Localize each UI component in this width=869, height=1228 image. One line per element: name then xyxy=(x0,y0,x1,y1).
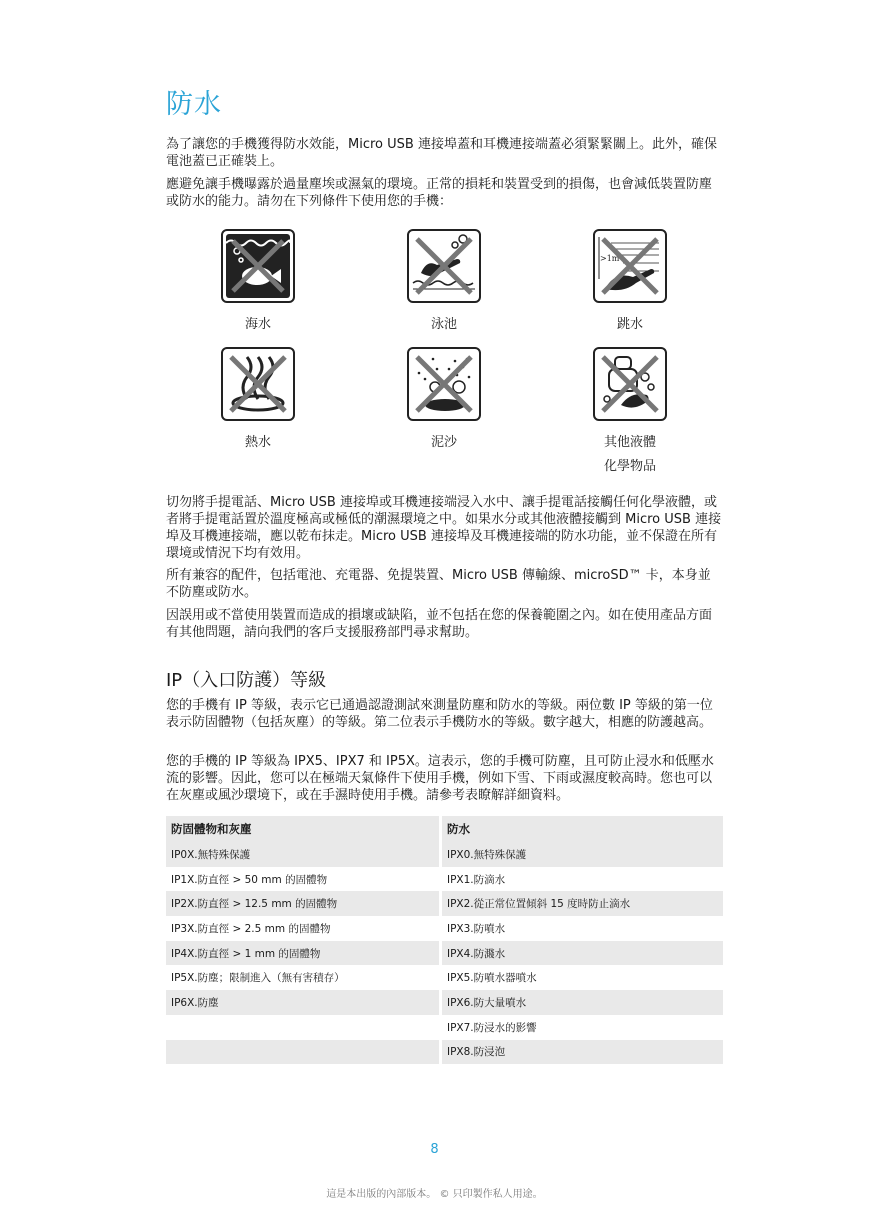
table-cell: IP5X.防塵；限制進入（無有害積存） xyxy=(166,965,441,990)
icon-label-sand: 泥沙 xyxy=(430,435,457,450)
table-cell: IP1X.防直徑 > 50 mm 的固體物 xyxy=(166,867,441,892)
table-cell: IP2X.防直徑 > 12.5 mm 的固體物 xyxy=(166,891,441,916)
table-row xyxy=(166,941,723,966)
icon-label-pool: 泳池 xyxy=(430,317,457,332)
sand-mud-icon xyxy=(407,347,481,421)
table-cell: IP4X.防直徑 > 1 mm 的固體物 xyxy=(166,941,441,966)
depth-marker: >1m xyxy=(600,254,620,263)
table-row xyxy=(166,867,723,892)
table-header-solids: 防固體物和灰塵 xyxy=(166,816,441,842)
table-cell: IPX8.防浸泡 xyxy=(447,1046,506,1059)
icon-label-diving: 跳水 xyxy=(616,317,643,332)
icon-label-other-liquids: 其他液體 xyxy=(603,435,656,450)
intro-paragraph-2: 應避免讓手機曝露於過量塵埃或濕氣的環境。正常的損耗和裝置受到的損傷，也會減低裝置防塵或防水的能力。請勿在下列條件下使用您的手機： xyxy=(166,177,713,209)
hot-water-icon xyxy=(221,347,295,421)
body-paragraph-1: 切勿將手提電話、Micro USB 連接埠或耳機連接端浸入水中、讓手提電話接觸任何化學液體，或者將手提電話置於溫度極高或極低的潮濕環境之中。如果水分或其他液體接觸到 Micro USB 連接埠及耳機連接端，應以乾布抹走。Micro USB 連接埠及耳機連接端的防水功能，並不保證在所有環境或情況下均有效用。 xyxy=(166,495,722,561)
table-cell: IP6X.防塵 xyxy=(166,990,441,1015)
ip-rating-table xyxy=(166,816,723,1064)
table-cell: IPX5.防噴水器噴水 xyxy=(447,972,537,985)
table-cell: IPX6.防大量噴水 xyxy=(447,996,527,1009)
page-title: 防水 xyxy=(166,89,222,120)
table-row xyxy=(166,965,723,990)
page-footer: 這是本出版的內部版本。 © 只印製作私人用途。 xyxy=(326,1189,543,1200)
table-cell: IPX3.防噴水 xyxy=(447,922,506,935)
page-number: 8 xyxy=(430,1142,439,1157)
icon-label-seawater: 海水 xyxy=(244,317,271,332)
table-cell: IPX0.無特殊保護 xyxy=(447,848,527,861)
icon-label-chemicals: 化學物品 xyxy=(603,459,656,474)
table-row xyxy=(166,842,723,867)
table-cell: IPX7.防浸水的影響 xyxy=(447,1021,537,1034)
table-cell xyxy=(166,1040,441,1065)
icon-label-hot-water: 熱水 xyxy=(244,435,271,450)
ip-paragraph-2: 您的手機的 IP 等級為 IPX5、IPX7 和 IP5X。這表示，您的手機可防塵，且可防止浸水和低壓水流的影響。因此，您可以在極端天氣條件下使用手機，例如下雪、下雨或濕度較高時。您也可以在灰塵或風沙環境下，或在手濕時使用手機。請參考表瞭解詳細資料。 xyxy=(166,754,714,803)
seawater-icon xyxy=(221,229,295,303)
swimming-pool-icon xyxy=(407,229,481,303)
table-row xyxy=(166,891,723,916)
diving-icon xyxy=(593,229,667,303)
other-liquids-icon xyxy=(593,347,667,421)
table-row xyxy=(166,1015,723,1040)
table-cell: IPX2.從正常位置傾斜 15 度時防止滴水 xyxy=(447,898,631,911)
table-cell: IPX4.防濺水 xyxy=(447,947,506,960)
table-row xyxy=(166,1040,723,1065)
table-row xyxy=(166,916,723,941)
body-paragraph-2: 所有兼容的配件，包括電池、充電器、免提裝置、Micro USB 傳輸線、microSD™ 卡，本身並不防塵或防水。 xyxy=(166,568,711,600)
table-cell: IP3X.防直徑 > 2.5 mm 的固體物 xyxy=(166,916,441,941)
ip-section-heading: IP（入口防護）等級 xyxy=(166,670,327,691)
table-cell xyxy=(166,1015,441,1040)
intro-paragraph-1: 為了讓您的手機獲得防水效能，Micro USB 連接埠蓋和耳機連接端蓋必須緊緊關上。此外，確保電池蓋已正確裝上。 xyxy=(166,137,717,169)
table-cell: IP0X.無特殊保護 xyxy=(166,842,441,867)
ip-paragraph-1: 您的手機有 IP 等級，表示它已通過認證測試來測量防塵和防水的等級。兩位數 IP 等級的第一位表示防固體物（包括灰塵）的等級。第二位表示手機防水的等級。數字越大，相應的防護越高。 xyxy=(166,698,713,730)
table-cell: IPX1.防滴水 xyxy=(447,873,506,886)
table-header-row xyxy=(166,816,723,842)
body-paragraph-3: 因誤用或不當使用裝置而造成的損壞或缺陷，並不包括在您的保養範圍之內。如在使用產品方面有其他問題，請向我們的客戶支援服務部門尋求幫助。 xyxy=(166,608,713,640)
table-row xyxy=(166,990,723,1015)
table-header-water: 防水 xyxy=(447,822,470,836)
